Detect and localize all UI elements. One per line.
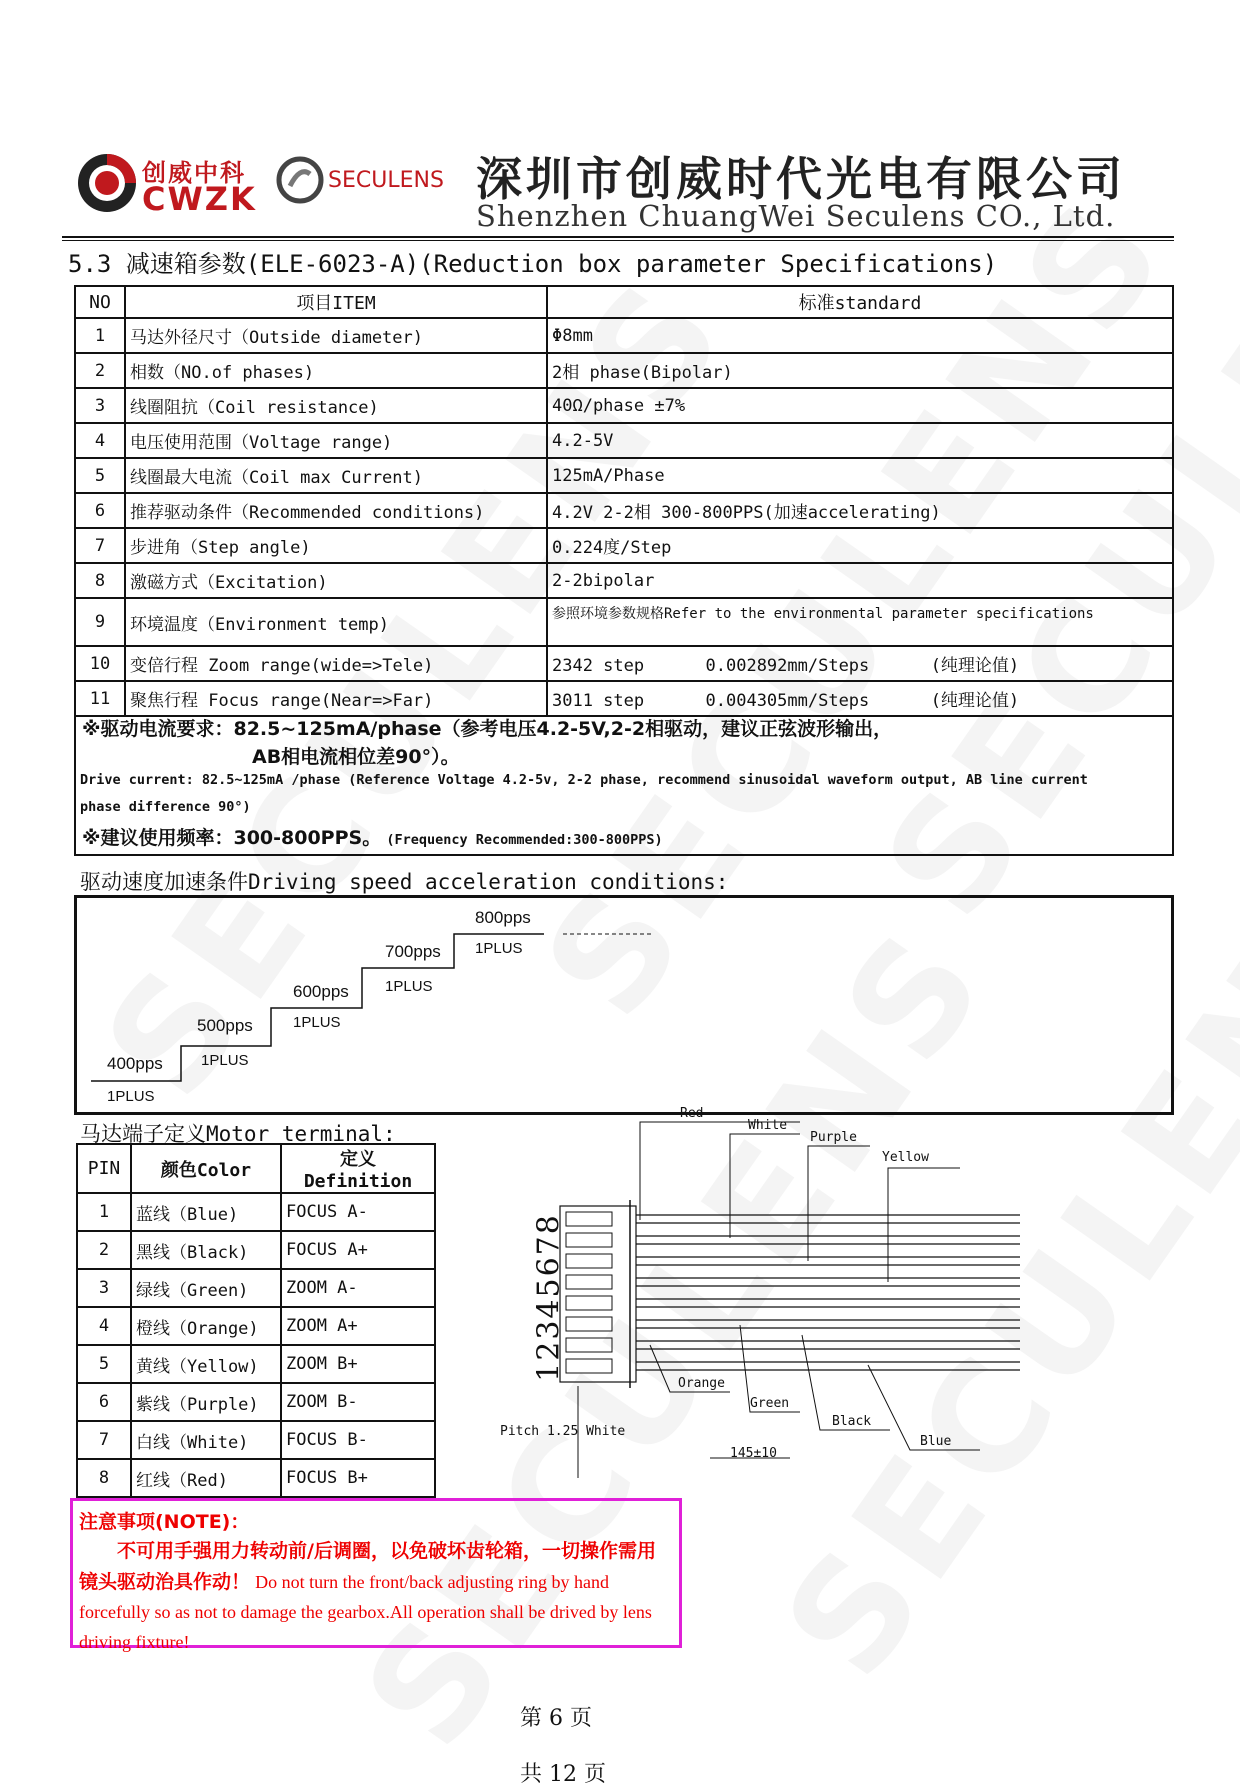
table-row bbox=[75, 458, 1173, 493]
connector-diagram bbox=[490, 1106, 1130, 1480]
table-row bbox=[75, 423, 1173, 458]
table-row bbox=[75, 598, 1173, 646]
table-row bbox=[77, 1269, 435, 1307]
cell-def: FOCUS B+ bbox=[281, 1459, 435, 1497]
cell-def: FOCUS B- bbox=[281, 1421, 435, 1459]
col-no: NO bbox=[75, 286, 125, 318]
cell-def: ZOOM A+ bbox=[281, 1307, 435, 1345]
cell-std: 4.2-5V bbox=[547, 423, 1173, 458]
table-row bbox=[77, 1231, 435, 1269]
note-cn: 不可用手强用力转动前/后调圈，以免破坏齿轮箱，一切操作需用镜头驱动治具作动！ bbox=[79, 1540, 656, 1593]
col-definition: 定义Definition bbox=[281, 1144, 435, 1193]
cell-color: 白线（White) bbox=[131, 1421, 281, 1459]
cell-def: ZOOM B+ bbox=[281, 1345, 435, 1383]
company-name-en: Shenzhen ChuangWei Seculens CO., Ltd. bbox=[476, 199, 1116, 233]
page-number: 第 6 页 bbox=[520, 1706, 592, 1731]
step-pps: 700pps bbox=[385, 942, 441, 961]
cell-pin: 4 bbox=[77, 1307, 131, 1345]
cell-no: 3 bbox=[75, 388, 125, 423]
cell-item: 变倍行程 Zoom range(wide=>Tele) bbox=[125, 646, 547, 681]
cell-no: 11 bbox=[75, 681, 125, 716]
header-rule bbox=[62, 236, 1174, 238]
cell-color: 红线（Red) bbox=[131, 1459, 281, 1497]
cell-def: FOCUS A+ bbox=[281, 1231, 435, 1269]
cell-item: 电压使用范围（Voltage range) bbox=[125, 423, 547, 458]
col-color: 颜色Color bbox=[131, 1144, 281, 1193]
drive-title: 驱动速度加速条件Driving speed acceleration conditions: bbox=[80, 870, 729, 894]
cell-no: 8 bbox=[75, 563, 125, 598]
note-line: Drive current: 82.5~125mA /phase (Reference Voltage 4.2-5v, 2-2 phase, recommend sinusoidal waveform output, AB line current bbox=[80, 772, 1088, 788]
step-pps: 400pps bbox=[107, 1054, 163, 1073]
table-row bbox=[75, 318, 1173, 353]
cell-item: 步进角（Step angle) bbox=[125, 528, 547, 563]
table-row bbox=[77, 1193, 435, 1231]
note-title: 注意事项(NOTE)： bbox=[79, 1511, 250, 1533]
table-row bbox=[77, 1345, 435, 1383]
cell-no: 2 bbox=[75, 353, 125, 388]
cell-color: 紫线（Purple) bbox=[131, 1383, 281, 1421]
cell-std: 参照环境参数规格Refer to the environmental parameter specifications bbox=[547, 598, 1173, 646]
table-header bbox=[77, 1144, 435, 1193]
wire-label-black: Black bbox=[832, 1414, 872, 1429]
pin-table bbox=[76, 1143, 436, 1498]
col-item: 项目ITEM bbox=[125, 286, 547, 318]
drive-current-note bbox=[74, 710, 1174, 856]
step-pps: 500pps bbox=[197, 1016, 253, 1035]
cell-std: 125mA/Phase bbox=[547, 458, 1173, 493]
wire-label-blue: Blue bbox=[920, 1434, 952, 1449]
cell-pin: 8 bbox=[77, 1459, 131, 1497]
step-plus: 1PLUS bbox=[201, 1052, 249, 1069]
cell-std: 2-2bipolar bbox=[547, 563, 1173, 598]
step-pps: 800pps bbox=[475, 908, 531, 927]
note-line: phase difference 90°) bbox=[80, 799, 251, 815]
cell-pin: 5 bbox=[77, 1345, 131, 1383]
table-row bbox=[77, 1421, 435, 1459]
table-row bbox=[75, 563, 1173, 598]
cell-no: 6 bbox=[75, 493, 125, 528]
step-lines bbox=[77, 898, 1171, 1112]
section-title: 5.3 减速箱参数(ELE-6023-A)(Reduction box parameter Specifications) bbox=[68, 250, 998, 278]
wire-label-orange: Orange bbox=[678, 1376, 725, 1391]
cell-no: 7 bbox=[75, 528, 125, 563]
wire-label-purple: Purple bbox=[810, 1130, 857, 1145]
step-plus: 1PLUS bbox=[293, 1014, 341, 1031]
wire-label-yellow: Yellow bbox=[882, 1150, 929, 1165]
cell-std: 40Ω/phase ±7% bbox=[547, 388, 1173, 423]
cell-item: 线圈最大电流（Coil max Current) bbox=[125, 458, 547, 493]
note-line: ※驱动电流要求：82.5~125mA/phase（参考电压4.2-5V,2-2相驱动，建议正弦波形输出， bbox=[82, 718, 893, 740]
cell-pin: 6 bbox=[77, 1383, 131, 1421]
freq-en: (Frequency Recommended:300-800PPS) bbox=[386, 832, 663, 848]
cell-item: 相数（NO.of phases) bbox=[125, 353, 547, 388]
table-row bbox=[77, 1459, 435, 1497]
table-row bbox=[75, 528, 1173, 563]
table-row bbox=[77, 1307, 435, 1345]
header-rule bbox=[62, 240, 1174, 241]
cell-std: 3011 step 0.004305mm/Steps (纯理论值) bbox=[547, 681, 1173, 716]
note-line: AB相电流相位差90°）。 bbox=[252, 746, 460, 768]
spec-table bbox=[74, 285, 1174, 717]
step-plus: 1PLUS bbox=[475, 940, 523, 957]
step-plus: 1PLUS bbox=[107, 1088, 155, 1105]
cell-no: 5 bbox=[75, 458, 125, 493]
note-body bbox=[79, 1536, 673, 1658]
cell-std: 0.224度/Step bbox=[547, 528, 1173, 563]
cwzk-logo-icon bbox=[76, 152, 138, 214]
table-header bbox=[75, 286, 1173, 318]
note-line bbox=[82, 823, 663, 850]
cell-no: 4 bbox=[75, 423, 125, 458]
length-label: 145±10 bbox=[730, 1446, 777, 1461]
table-row bbox=[75, 493, 1173, 528]
wire-label-red: Red bbox=[680, 1106, 704, 1121]
cell-item: 线圈阻抗（Coil resistance) bbox=[125, 388, 547, 423]
logo-en: CWZK bbox=[142, 180, 257, 218]
cell-std: 2342 step 0.002892mm/Steps (纯理论值) bbox=[547, 646, 1173, 681]
cell-item: 马达外径尺寸（Outside diameter) bbox=[125, 318, 547, 353]
brand-name: SECULENS bbox=[328, 168, 444, 193]
cell-pin: 7 bbox=[77, 1421, 131, 1459]
company-name-cn: 深圳市创威时代光电有限公司 bbox=[476, 152, 1126, 206]
cell-std: 4.2V 2-2相 300-800PPS(加速accelerating) bbox=[547, 493, 1173, 528]
table-row bbox=[75, 388, 1173, 423]
note-en: Do not turn the front/back adjusting ring by hand forcefully so as not to damage the gearbox.All operation shall be drived by lens driving fixture! bbox=[79, 1572, 652, 1652]
table-row bbox=[75, 353, 1173, 388]
cell-def: FOCUS A- bbox=[281, 1193, 435, 1231]
table-row bbox=[75, 646, 1173, 681]
cell-color: 蓝线（Blue) bbox=[131, 1193, 281, 1231]
cell-item: 环境温度（Environment temp) bbox=[125, 598, 547, 646]
warning-note bbox=[70, 1498, 682, 1652]
acceleration-diagram bbox=[74, 895, 1174, 1115]
step-pps: 600pps bbox=[293, 982, 349, 1001]
cell-std: 2相 phase(Bipolar) bbox=[547, 353, 1173, 388]
cell-color: 黑线（Black) bbox=[131, 1231, 281, 1269]
col-standard: 标准standard bbox=[547, 286, 1173, 318]
table-row bbox=[77, 1383, 435, 1421]
cell-no: 9 bbox=[75, 598, 125, 646]
pin-numbers: 12345678 bbox=[531, 1213, 567, 1382]
page-footer bbox=[506, 1676, 606, 1788]
cell-color: 黄线（Yellow) bbox=[131, 1345, 281, 1383]
cell-def: ZOOM A- bbox=[281, 1269, 435, 1307]
cell-item: 推荐驱动条件（Recommended conditions) bbox=[125, 493, 547, 528]
wire-label-white: White bbox=[748, 1118, 788, 1133]
cell-no: 10 bbox=[75, 646, 125, 681]
cell-no: 1 bbox=[75, 318, 125, 353]
cell-pin: 3 bbox=[77, 1269, 131, 1307]
pitch-label: Pitch 1.25 White bbox=[500, 1424, 626, 1439]
freq-cn: ※建议使用频率：300-800PPS。 bbox=[82, 827, 382, 849]
cell-std: Φ8mm bbox=[547, 318, 1173, 353]
cell-color: 橙线（Orange) bbox=[131, 1307, 281, 1345]
motor-terminal-title: 马达端子定义Motor terminal: bbox=[80, 1122, 396, 1146]
cell-item: 聚焦行程 Focus range(Near=>Far) bbox=[125, 681, 547, 716]
cell-item: 激磁方式（Excitation) bbox=[125, 563, 547, 598]
col-pin: PIN bbox=[77, 1144, 131, 1193]
logo-cn: 创威中科 bbox=[142, 159, 246, 187]
wire-label-green: Green bbox=[750, 1396, 790, 1411]
cell-pin: 2 bbox=[77, 1231, 131, 1269]
seculens-logo-icon bbox=[276, 156, 324, 204]
page-total: 共 12 页 bbox=[520, 1762, 606, 1787]
cell-def: ZOOM B- bbox=[281, 1383, 435, 1421]
step-plus: 1PLUS bbox=[385, 978, 433, 995]
cell-color: 绿线（Green) bbox=[131, 1269, 281, 1307]
cell-pin: 1 bbox=[77, 1193, 131, 1231]
